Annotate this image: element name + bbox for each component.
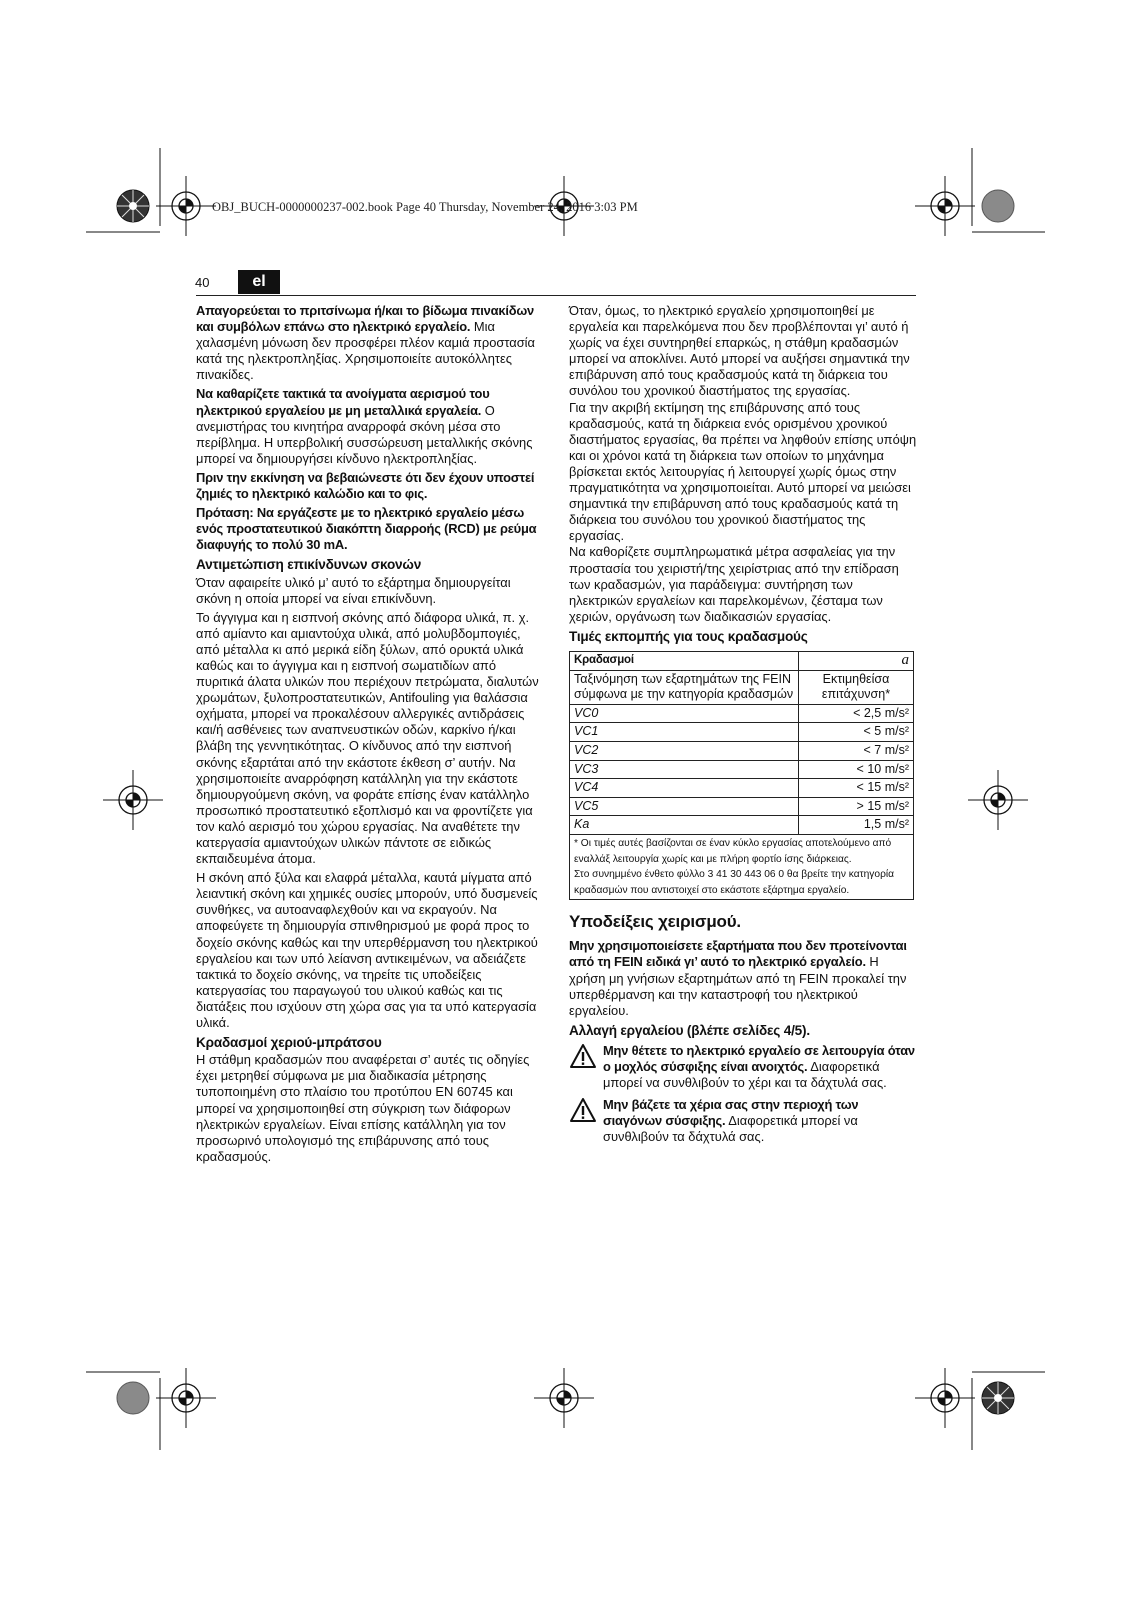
table-cell: VC4: [570, 779, 799, 798]
bold-text: Μην θέτετε το ηλεκτρικό εργαλείο σε λειτουργία όταν ο μοχλός σύσφιξης είναι ανοιχτός.: [603, 1042, 915, 1075]
paragraph: Να καθορίζετε συμπληρωματικά μέτρα ασφαλείας για την προστασία του χειριστή/της χειρίστριας από την επίδραση των κραδασμών, για παράδειγμα: συντήρηση των ηλεκτρικών εργαλείων και παρελκομένων, ζέσταμα των χεριών, οργάνωση των διαδικασιών εργασίας.: [569, 544, 899, 624]
table-row: [570, 779, 914, 798]
heading-dust: Αντιμετώπιση επικίνδυνων σκονών: [196, 557, 422, 573]
heading-emission: Τιμές εκπομπής για τους κραδασμούς: [569, 628, 808, 644]
text: Διαφορετικά μπορεί να συνθλιβούν τα δάχτυλά σας.: [603, 1113, 858, 1145]
paragraph: [569, 938, 917, 1018]
paragraph: Πριν την εκκίνηση να βεβαιώνεστε ότι δεν έχουν υποστεί ζημιές το ηλεκτρικό καλώδιο και το φις.: [196, 469, 535, 502]
warning-icon: [569, 1097, 597, 1123]
paragraph: Πρόταση: Να εργάζεστε με το ηλεκτρικό εργαλείο μέσω ενός προστατευτικού διακόπτη διαρροής (RCD) με ρεύμα διαφυγής το πολύ 30 mA.: [196, 505, 537, 553]
paragraph: [196, 386, 546, 466]
table-cell: < 15 m/s²: [799, 779, 914, 798]
table-header-cell: Κραδασμοί: [570, 651, 799, 670]
paragraph: [196, 303, 546, 383]
table-row: [570, 741, 914, 760]
warning-text: [603, 1043, 917, 1091]
warning-text: [603, 1097, 917, 1145]
warning-icon: [569, 1043, 597, 1069]
heading-tool-change: Αλλαγή εργαλείου (βλέπε σελίδες 4/5).: [569, 1022, 810, 1038]
table-cell: Ταξινόμηση των εξαρτημάτων της FEIN σύμφωνα με την κατηγορία κραδασμών: [570, 670, 799, 704]
paragraph: Η στάθμη κραδασμών που αναφέρεται σ’ αυτές τις οδηγίες έχει μετρηθεί σύμφωνα με μια διαδικασία μέτρησης τυποποιημένη στο πλαίσιο του προτύπου EN 60745 και μπορεί να χρησιμοποιηθεί στη σύγκριση των διάφορων ηλεκτρικών εργαλείων. Είναι επίσης κατάλληλη για τον προσωρινό υπολογισμό της επιβάρυνσης από τους κραδασμούς.: [196, 1052, 530, 1164]
bold-text: Να καθαρίζετε τακτικά τα ανοίγματα αερισμού του ηλεκτρικού εργαλείου με μη μεταλλικά εργαλεία.: [196, 386, 490, 418]
table-row: [570, 670, 914, 704]
table-cell: > 15 m/s²: [799, 797, 914, 816]
table-cell: VC3: [570, 760, 799, 779]
table-cell: VC2: [570, 741, 799, 760]
table-row: [570, 760, 914, 779]
text: Ο ανεμιστήρας του κινητήρα αναρροφά σκόνη μέσα στο περίβλημα. Η υπερβολική συσσώρευση μεταλλικής σκόνης μπορεί να δημιουργήσει κίνδυνο ηλεκτροπληξίας.: [196, 402, 533, 466]
table-footnote-row: [570, 834, 914, 899]
table-cell: VC1: [570, 723, 799, 742]
book-info-line: OBJ_BUCH-0000000237-002.book Page 40 Thursday, November 24, 2016 3:03 PM: [212, 200, 638, 214]
text: Η χρήση μη γνήσιων εξαρτημάτων από τη FEIN προκαλεί την υπερθέρμανση και την καταστροφή του ηλεκτρικού εργαλείου.: [569, 954, 907, 1018]
paragraph: Για την ακριβή εκτίμηση της επιβάρυνσης από τους κραδασμούς, κατά τη διάρκεια ενός ορισμένου χρονικού διαστήματος εργασίας, θα πρέπει να ληφθούν επίσης υπόψη και οι χρόνοι κατά τη διάρκεια των οποίων το μηχάνημα βρίσκεται εκτός λειτουργίας ή λειτουργεί χωρίς όμως στην πραγματικότητα να χρησιμοποιείται. Αυτό μπορεί να μειώσει σημαντικά την επιβάρυνση από τους κραδασμούς κατά τη διάρκεια του συνόλου του χρονικού διαστήματος της εργασίας.: [569, 399, 917, 544]
heading-vibration: Κραδασμοί χεριού-μπράτσου: [196, 1035, 382, 1051]
text: Διαφορετικά μπορεί να συνθλιβούν το χέρι και τα δάχτυλά σας.: [603, 1059, 887, 1091]
table-cell: 1,5 m/s²: [799, 816, 914, 835]
footnote-text: Στο συνημμένο ένθετο φύλλο 3 41 30 443 06 0 θα βρείτε την κατηγορία κραδασμών που αντιστοιχεί στο εκάστοτε εξάρτημα εργαλείο.: [574, 869, 895, 896]
table-cell: VC0: [570, 704, 799, 723]
bold-text: Απαγορεύεται το πριτσίνωμα ή/και το βίδωμα πινακίδων και συμβόλων επάνω στο ηλεκτρικό εργαλείο.: [196, 303, 534, 335]
table-cell: < 7 m/s²: [799, 741, 914, 760]
paragraph: Η σκόνη από ξύλα και ελαφρά μέταλλα, καυτά μίγματα από λειαντική σκόνη και χημικές ουσίες μπορούν, υπό δυσμενείς συνθήκες, να αυτοαναφλεχθούν και να εκραγούν. Να αποφεύγετε τη δημιουργία σπινθηρισμού με φορά προς το δοχείο σκόνης καθώς και την υπερθέρμανση του ηλεκτρικού εργαλείου και των υπό λείανση αντικειμένων, να αδειάζετε τακτικά το δοχείο σκόνης, να τηρείτε τις υποδείξεις κατεργασίας του παραγωγού του υλικού καθώς και τις διατάξεις που ισχύουν στη χώρα σας για τα υπό κατεργασία υλικά.: [196, 870, 538, 1031]
table-row: [570, 704, 914, 723]
table-cell: < 5 m/s²: [799, 723, 914, 742]
paragraph: Όταν, όμως, το ηλεκτρικό εργαλείο χρησιμοποιηθεί με εργαλεία και παρελκόμενα που δεν προβλέπονται γι’ αυτό ή χωρίς να έχει συντηρηθεί επαρκώς, η στάθμη κραδασμών μπορεί να αποκλίνει. Αυτό μπορεί να αυξήσει σημαντικά την επιβάρυνση από τους κραδασμούς κατά τη διάρκεια του συνόλου του χρονικού διαστήματος της εργασίας.: [569, 303, 910, 399]
left-column: [196, 303, 546, 1168]
page-number: 40: [195, 275, 210, 290]
warning-block: [569, 1043, 917, 1091]
table-row: [570, 723, 914, 742]
table-footnote: [570, 834, 914, 899]
heading-usage: Υποδείξεις χειρισμού.: [569, 912, 741, 932]
table-cell: Ka: [570, 816, 799, 835]
table-header-row: [570, 651, 914, 670]
bold-text: Μην χρησιμοποιείσετε εξαρτήματα που δεν προτείνονται από τη FEIN ειδικά γι’ αυτό το ηλεκτρικό εργαλείο.: [569, 938, 907, 970]
language-tab: el: [238, 270, 280, 294]
table-cell: VC5: [570, 797, 799, 816]
text: Μια χαλασμένη μόνωση δεν προσφέρει πλέον καμιά προστασία κατά της ηλεκτροπληξίας. Χρησιμοποιείτε αυτοκόλλητες πινακίδες.: [196, 319, 535, 383]
warning-block: [569, 1097, 917, 1145]
table-cell: < 10 m/s²: [799, 760, 914, 779]
bold-text: Μην βάζετε τα χέρια σας στην περιοχή των σιαγόνων σύσφιξης.: [603, 1097, 859, 1129]
table-row: [570, 816, 914, 835]
right-column: [569, 303, 917, 1146]
vibration-table: [569, 651, 914, 900]
table-cell: Εκτιμηθείσα επιτάχυνση*: [799, 670, 914, 704]
table-header-cell: a: [799, 651, 914, 670]
paragraph: Όταν αφαιρείτε υλικό μ’ αυτό το εξάρτημα δημιουργείται σκόνη η οποία μπορεί να είναι επικίνδυνη.: [196, 574, 511, 606]
footnote-text: * Οι τιμές αυτές βασίζονται σε έναν κύκλο εργασίας αποτελούμενο από εναλλάξ λειτουργία χωρίς και με πλήρη φορτίο ίσης διάρκειας.: [574, 837, 892, 865]
table-cell: < 2,5 m/s²: [799, 704, 914, 723]
header-rule: [196, 295, 916, 296]
paragraph: Το άγγιγμα και η εισπνοή σκόνης από διάφορα υλικά, π. χ. από αμίαντο και αμιαντούχα υλικά, από μολυβδομπογιές, από μέταλλα κι από μερικά είδη ξύλων, από ορυκτά υλικά καθώς και το άγγιγμα και η εισπνοή σωματιδίων από πυριτικά άλατα υλικών που περιέχουν πετρώματα, διαλυτών χρωμάτων, ξυλοπροστατευτικών, Antifouling για θαλάσσια οχήματα, μπορεί να προκαλέσουν αλλεργικές αντιδράσεις και/ή ασθένειες των αναπνευστικών οδών, καρκίνο ή/και βλάβη της γεννητικότητας. Ο κίνδυνος από την εισπνοή σκόνης εξαρτάται από την εκάστοτε έκθεση σ’ αυτήν. Να χρησιμοποιείτε αναρρόφηση κατάλληλη για την εκάστοτε δημιουργούμενη σκόνη, να φοράτε επίσης έναν κατάλληλο προσωπικό προστατευτικό εξοπλισμό και να φροντίζετε για τον καλό αερισμό του χώρου εργασίας. Να αναθέτετε την κατεργασία αμιαντούχων υλικών πάντοτε σε ειδικώς εκπαιδευμένα άτομα.: [196, 609, 539, 867]
table-row: [570, 797, 914, 816]
